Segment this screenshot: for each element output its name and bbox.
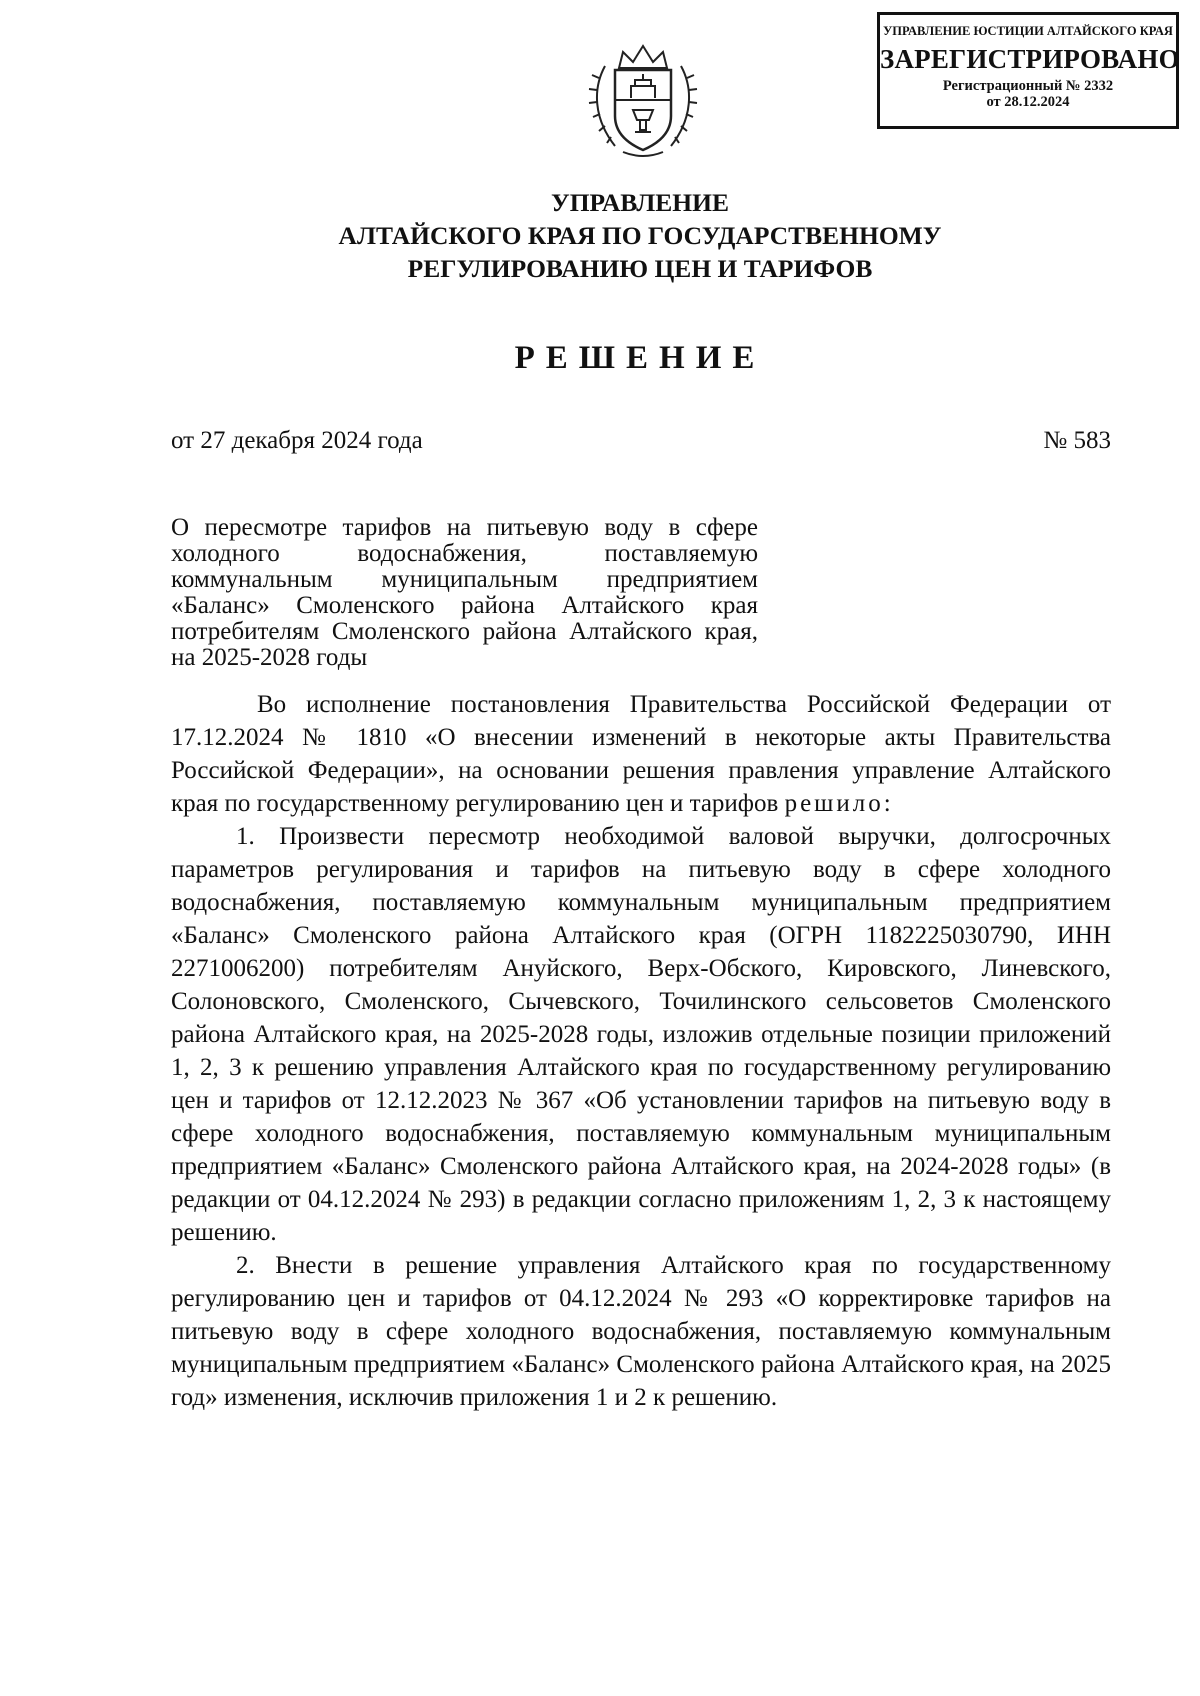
stamp-reg-date: от 28.12.2024 xyxy=(986,94,1070,110)
stamp-status: ЗАРЕГИСТРИРОВАНО xyxy=(880,44,1180,74)
date-number-line xyxy=(171,426,1111,456)
agency-header-line3: РЕГУЛИРОВАНИЮ ЦЕН И ТАРИФОВ xyxy=(407,254,873,283)
registration-stamp xyxy=(877,12,1179,129)
agency-header xyxy=(150,186,1130,285)
point-2-paragraph: 2. Внести в решение управления Алтайского края по государственному регулированию цен и тарифов от 04.12.2024 № 293 «О корректировке тарифов на питьевую воду в сфере холодного водоснабжения, поставляемую коммунальным муниципальным предприятием «Баланс» Смоленского района Алтайского края, на 2025 год» изменения, исключив приложения 1 и 2 к решению. xyxy=(171,1252,1111,1411)
document-subject: О пересмотре тарифов на питьевую воду в сфере холодного водоснабжения, поставляемую коммунальным муниципальным предприятием «Баланс» Смоленского района Алтайского края потребителям Смоленского района Алтайского края, на 2025-2028 годы xyxy=(171,514,758,671)
stamp-organization: УПРАВЛЕНИЕ ЮСТИЦИИ АЛТАЙСКОГО КРАЯ xyxy=(883,24,1173,38)
preamble-text: Во исполнение постановления Правительства Российской Федерации от 17.12.2024 № 1810 «О внесении изменений в некоторые акты Правительства Российской Федерации», на основании решения правления управление Алтайского края по государственному регулированию цен и тарифов xyxy=(171,691,1111,817)
preamble-paragraph xyxy=(171,688,1111,820)
stamp-reg-number: Регистрационный № 2332 xyxy=(942,78,1114,94)
coat-of-arms-icon xyxy=(585,38,701,162)
resolved-word: решило: xyxy=(784,790,894,817)
document-type-title: РЕШЕНИЕ xyxy=(514,340,766,376)
document-body xyxy=(171,688,1111,1414)
document-date: от 27 декабря 2024 года xyxy=(171,427,423,454)
point-1-paragraph: 1. Произвести пересмотр необходимой валовой выручки, долгосрочных параметров регулирования и тарифов на питьевую воду в сфере холодного водоснабжения, поставляемую коммунальным муниципальным предприятием «Баланс» Смоленского района Алтайского края (ОГРН 1182225030790, ИНН 2271006200) потребителям Ануйского, Верх-Обского, Кировского, Линевского, Солоновского, Смоленского, Сычевского, Точилинского сельсоветов Смоленского района Алтайского края, на 2025-2028 годы, изложив отдельные позиции приложений 1, 2, 3 к решению управления Алтайского края по государственному регулированию цен и тарифов от 12.12.2023 № 367 «Об установлении тарифов на питьевую воду в сфере холодного водоснабжения, поставляемую коммунальным муниципальным предприятием «Баланс» Смоленского района Алтайского края, на 2024-2028 годы» (в редакции от 04.12.2024 № 293) в редакции согласно приложениям 1, 2, 3 к настоящему решению. xyxy=(171,823,1111,1246)
agency-header-line1: УПРАВЛЕНИЕ xyxy=(550,188,729,217)
document-number: № 583 xyxy=(1043,427,1111,454)
agency-header-line2: АЛТАЙСКОГО КРАЯ ПО ГОСУДАРСТВЕННОМУ xyxy=(338,221,942,250)
